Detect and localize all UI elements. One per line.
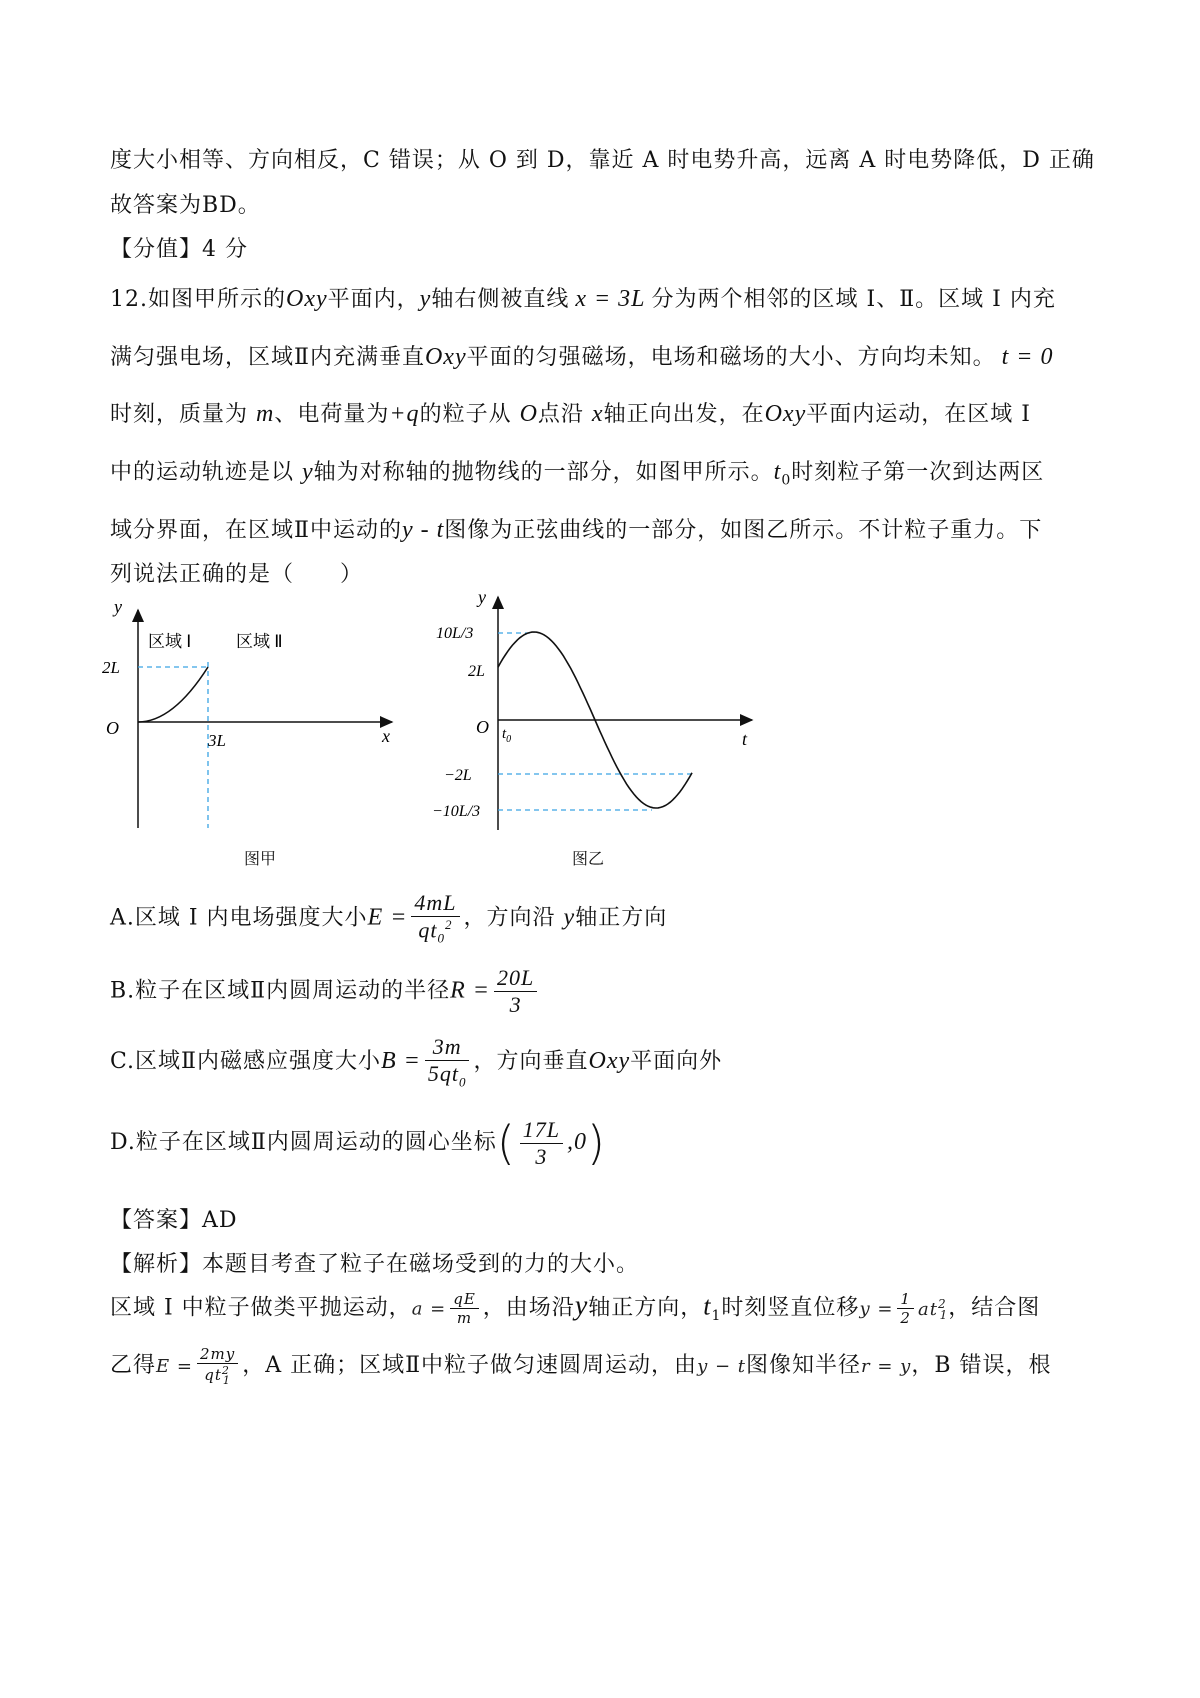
question-line-2: 满匀强电场，区域Ⅱ内充满垂直Oxy平面的匀强磁场，电场和磁场的大小、方向均未知。 t = 0 <box>110 344 1054 370</box>
text-line: 度大小相等、方向相反，C 错误；从 O 到 D，靠近 A 时电势升高，远离 A 时电势降低，D 正确 <box>110 148 1095 173</box>
analysis-line-2: 乙得E = $\frac{2my}{qt^2_1}$ ，A 正确；区域Ⅱ中粒子做匀速圆周运动，由y − t图像知半径r = y，B 错误，根 <box>110 1345 1052 1387</box>
text-line: 故答案为BD。 <box>110 193 261 218</box>
region-1-label: 区域 Ⅰ <box>148 632 192 651</box>
question-line-6: 列说法正确的是（ ） <box>110 562 364 587</box>
figure-caption-yi: 图乙 <box>572 849 605 868</box>
t-axis-label: t <box>742 729 748 749</box>
tick-3L: 3L <box>208 731 226 750</box>
t0-label: $t_0$ <box>502 726 512 745</box>
tick-2L: 2L <box>102 658 120 677</box>
answer-line: 【答案】AD <box>110 1208 238 1233</box>
figure-caption-jia: 图甲 <box>244 849 277 868</box>
question-line-3: 时刻，质量为 m、电荷量为+q的粒子从 O点沿 x轴正向出发，在Oxy平面内运动，在区域 Ⅰ <box>110 401 1031 427</box>
parabola-trajectory <box>138 667 208 722</box>
tick-minus-10L-3: −10L/3 <box>432 803 481 820</box>
analysis-head: 【解析】本题目考查了粒子在磁场受到的力的大小。 <box>110 1252 640 1277</box>
tick-10L-3: 10L/3 <box>436 625 474 642</box>
option-a: A.区域 Ⅰ 内电场强度大小E = $\frac{4mL}{qt_0^2}$ ，方向沿 y轴正方向 <box>110 890 668 946</box>
tick-minus-2L: −2L <box>444 767 472 784</box>
figure-yi <box>430 585 780 835</box>
tick-2L: 2L <box>468 663 485 680</box>
question-line-1: 12.如图甲所示的Oxy平面内，y轴右侧被直线 x = 3L 分为两个相邻的区域 Ⅰ、Ⅱ。区域 Ⅰ 内充 <box>110 286 1056 312</box>
region-2-label: 区域 Ⅱ <box>236 632 283 651</box>
analysis-line-1: 区域 Ⅰ 中粒子做类平抛运动，a = $\frac{qE}{m}$ ，由场沿y轴正方向，$t_1$时刻竖直位移y = $\frac{1}{2}$ $at^2_1$，结合图 <box>110 1290 1041 1327</box>
origin-label: O <box>106 718 119 738</box>
option-b: B.粒子在区域Ⅱ内圆周运动的半径R = $\frac{20L}{3}$ <box>110 965 1100 1018</box>
x-axis-label: x <box>382 726 390 746</box>
option-c: C.区域Ⅱ内磁感应强度大小B = $\frac{3m}{5qt_0}$ ，方向垂直Oxy平面向外 <box>110 1034 723 1090</box>
question-line-4: 中的运动轨迹是以 y轴为对称轴的抛物线的一部分，如图甲所示。$t_0$时刻粒子第一次到达两区 <box>110 459 1045 489</box>
question-line-5: 域分界面，在区域Ⅱ中运动的y - t图像为正弦曲线的一部分，如图乙所示。不计粒子重力。下 <box>110 517 1043 543</box>
origin-label: O <box>476 717 489 737</box>
score-line: 【分值】4 分 <box>110 237 248 262</box>
y-axis-label: y <box>478 587 486 607</box>
y-axis-label: y <box>114 600 122 617</box>
option-d: D.粒子在区域Ⅱ内圆周运动的圆心坐标( $\frac{17L}{3}$ ,0) <box>110 1116 606 1170</box>
